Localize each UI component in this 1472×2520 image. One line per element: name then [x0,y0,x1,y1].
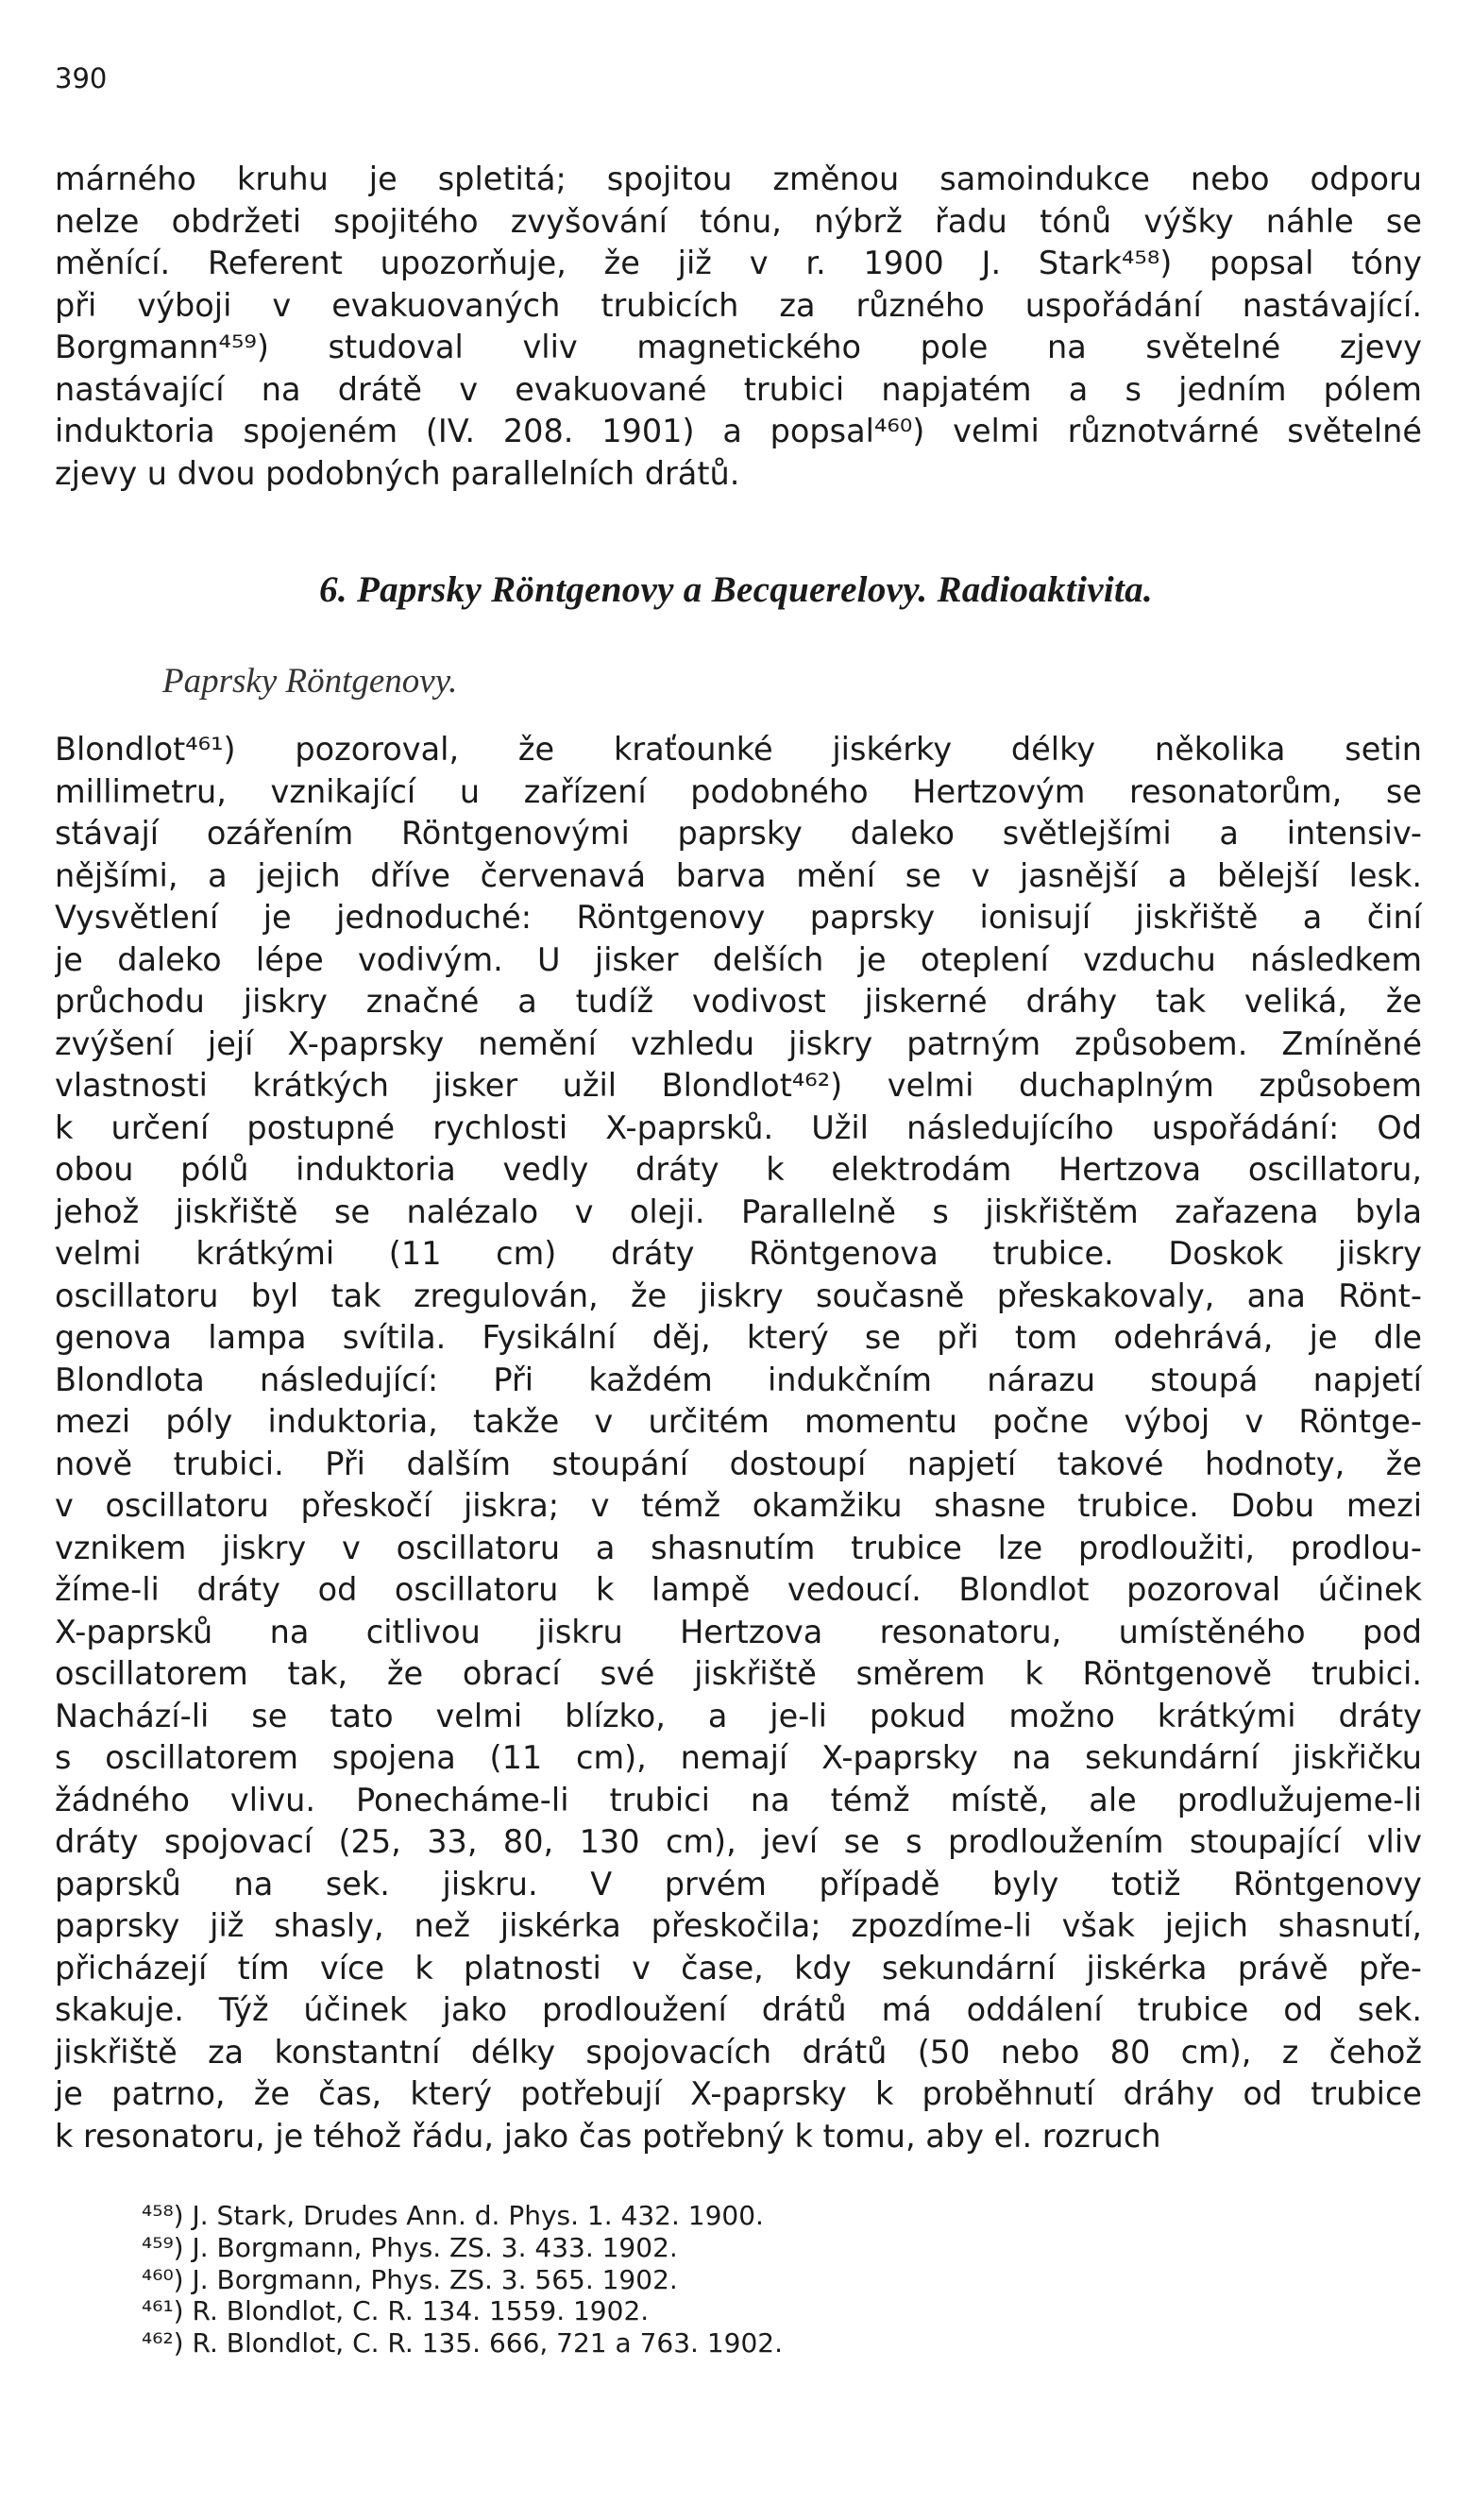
text-line: k určení postupné rychlosti X-paprsků. Užil následujícího uspořádání: Od [55,1108,1422,1146]
text-line: jiskřiště za konstantní délky spojovacích drátů (50 nebo 80 cm), z čehož [55,2033,1422,2071]
text-line: nastávající na drátě v evakuované trubici napjatém a s jedním pólem [55,370,1422,408]
footnote: ⁴⁶²) R. Blondlot, C. R. 135. 666, 721 a 763. 1902. [142,2327,783,2359]
paragraph-roentgen [55,729,1422,2157]
text-line: je daleko lépe vodivým. U jisker delších je oteplení vzduchu následkem [55,940,1422,978]
text-line: přicházejí tím více k platnosti v čase, kdy sekundární jiskérka právě pře- [55,1949,1422,1987]
text-line: genova lampa svítila. Fysikální děj, který se při tom odehrává, je dle [55,1319,1422,1356]
subsection-heading: Paprsky Röntgenovy. [162,662,458,701]
page-number: 390 [55,62,108,94]
text-line: Borgmann⁴⁵⁹) studoval vliv magnetického pole na světelné zjevy [55,329,1422,365]
text-line: skakuje. Týž účinek jako prodloužení drátů má oddálení trubice od sek. [55,1991,1422,2028]
footnote: ⁴⁶¹) R. Blondlot, C. R. 134. 1559. 1902. [142,2295,650,2327]
text-line: márného kruhu je spletitá; spojitou změnou samoindukce nebo odporu [55,161,1422,197]
text-line: X-paprsků na citlivou jiskru Hertzova resonatoru, umístěného pod [55,1613,1422,1650]
text-line: k resonatoru, je téhož řádu, jako čas potřebný k tomu, aby el. rozruch [55,2117,1161,2155]
text-line: mezi póly induktoria, takže v určitém momentu počne výboj v Röntge- [55,1403,1422,1440]
text-line: millimetru, vznikající u zařízení podobného Hertzovým resonatorům, se [55,772,1422,810]
footnote: ⁴⁵⁸) J. Stark, Drudes Ann. d. Phys. 1. 432. 1900. [142,2200,764,2231]
text-line: Nachází-li se tato velmi blízko, a je-li pokud možno krátkými dráty [55,1697,1422,1734]
text-line: měnící. Referent upozorňuje, že již v r. 1900 J. Stark⁴⁵⁸) popsal tóny [55,245,1422,281]
text-line: zvýšení její X-paprsky nemění vzhledu jiskry patrným způsobem. Zmíněné [55,1024,1422,1062]
text-line: žádného vlivu. Ponecháme-li trubici na témž místě, ale prodlužujeme-li [55,1781,1422,1818]
section-heading: 6. Paprsky Röntgenovy a Becquerelovy. Radioaktivita. [319,569,1153,610]
text-line: je patrno, že čas, který potřebují X-paprsky k proběhnutí dráhy od trubice [55,2075,1422,2112]
footnotes [142,2200,991,2359]
text-line: Blondlota následující: Při každém indukčním nárazu stoupá napjetí [55,1361,1422,1398]
footnote: ⁴⁵⁹) J. Borgmann, Phys. ZS. 3. 433. 1902. [142,2231,678,2263]
text-line: obou pólů induktoria vedly dráty k elektrodám Hertzova oscillatoru, [55,1151,1422,1188]
text-line: paprsky již shasly, než jiskérka přeskočila; zpozdíme-li však jejich shasnutí, [55,1907,1422,1944]
text-line: zjevy u dvou podobných parallelních drátů. [55,454,740,492]
footnote: ⁴⁶⁰) J. Borgmann, Phys. ZS. 3. 565. 1902. [142,2263,678,2295]
text-line: nějšími, a jejich dříve červenavá barva mění se v jasnější a bělejší lesk. [55,856,1422,894]
text-line: s oscillatorem spojena (11 cm), nemají X-paprsky na sekundární jiskřičku [55,1739,1422,1776]
text-line: vznikem jiskry v oscillatoru a shasnutím trubice lze prodloužiti, prodlou- [55,1529,1422,1566]
text-line: nelze obdržeti spojitého zvyšování tónu, nýbrž řadu tónů výšky náhle se [55,202,1422,240]
text-line: v oscillatoru přeskočí jiskra; v témž okamžiku shasne trubice. Dobu mezi [55,1487,1422,1524]
text-line: velmi krátkými (11 cm) dráty Röntgenova trubice. Doskok jiskry [55,1235,1422,1272]
text-line: při výboji v evakuovaných trubicích za různého uspořádání nastávající. [55,286,1422,324]
text-line: žíme-li dráty od oscillatoru k lampě vedoucí. Blondlot pozoroval účinek [55,1571,1422,1608]
text-line: průchodu jiskry značné a tudíž vodivost jiskerné dráhy tak veliká, že [55,983,1422,1020]
text-line: induktoria spojeném (IV. 208. 1901) a popsal⁴⁶⁰) velmi různotvárné světelné [55,413,1422,449]
text-line: stávají ozářením Röntgenovými paprsky daleko světlejšími a intensiv- [55,815,1422,852]
text-line: oscillatoru byl tak zregulován, že jiskry současně přeskakovaly, ana Rönt- [55,1277,1422,1314]
text-line: dráty spojovací (25, 33, 80, 130 cm), jeví se s prodloužením stoupající vliv [55,1823,1422,1860]
text-line: vlastnosti krátkých jisker užil Blondlot⁴⁶²) velmi duchaplným způsobem [55,1067,1422,1104]
text-line: Vysvětlení je jednoduché: Röntgenovy paprsky ionisují jiskřiště a činí [55,899,1422,936]
text-line: jehož jiskřiště se nalézalo v oleji. Parallelně s jiskřištěm zařazena byla [55,1192,1422,1230]
text-line: paprsků na sek. jiskru. V prvém případě byly totiž Röntgenovy [55,1865,1422,1903]
text-line: oscillatorem tak, že obrací své jiskřiště směrem k Röntgenově trubici. [55,1655,1422,1692]
paragraph-intro [55,159,1422,495]
text-line: Blondlot⁴⁶¹) pozoroval, že kraťounké jiskérky délky několika setin [55,731,1422,768]
text-line: nově trubici. Při dalším stoupání dostoupí napjetí takové hodnoty, že [55,1445,1422,1482]
